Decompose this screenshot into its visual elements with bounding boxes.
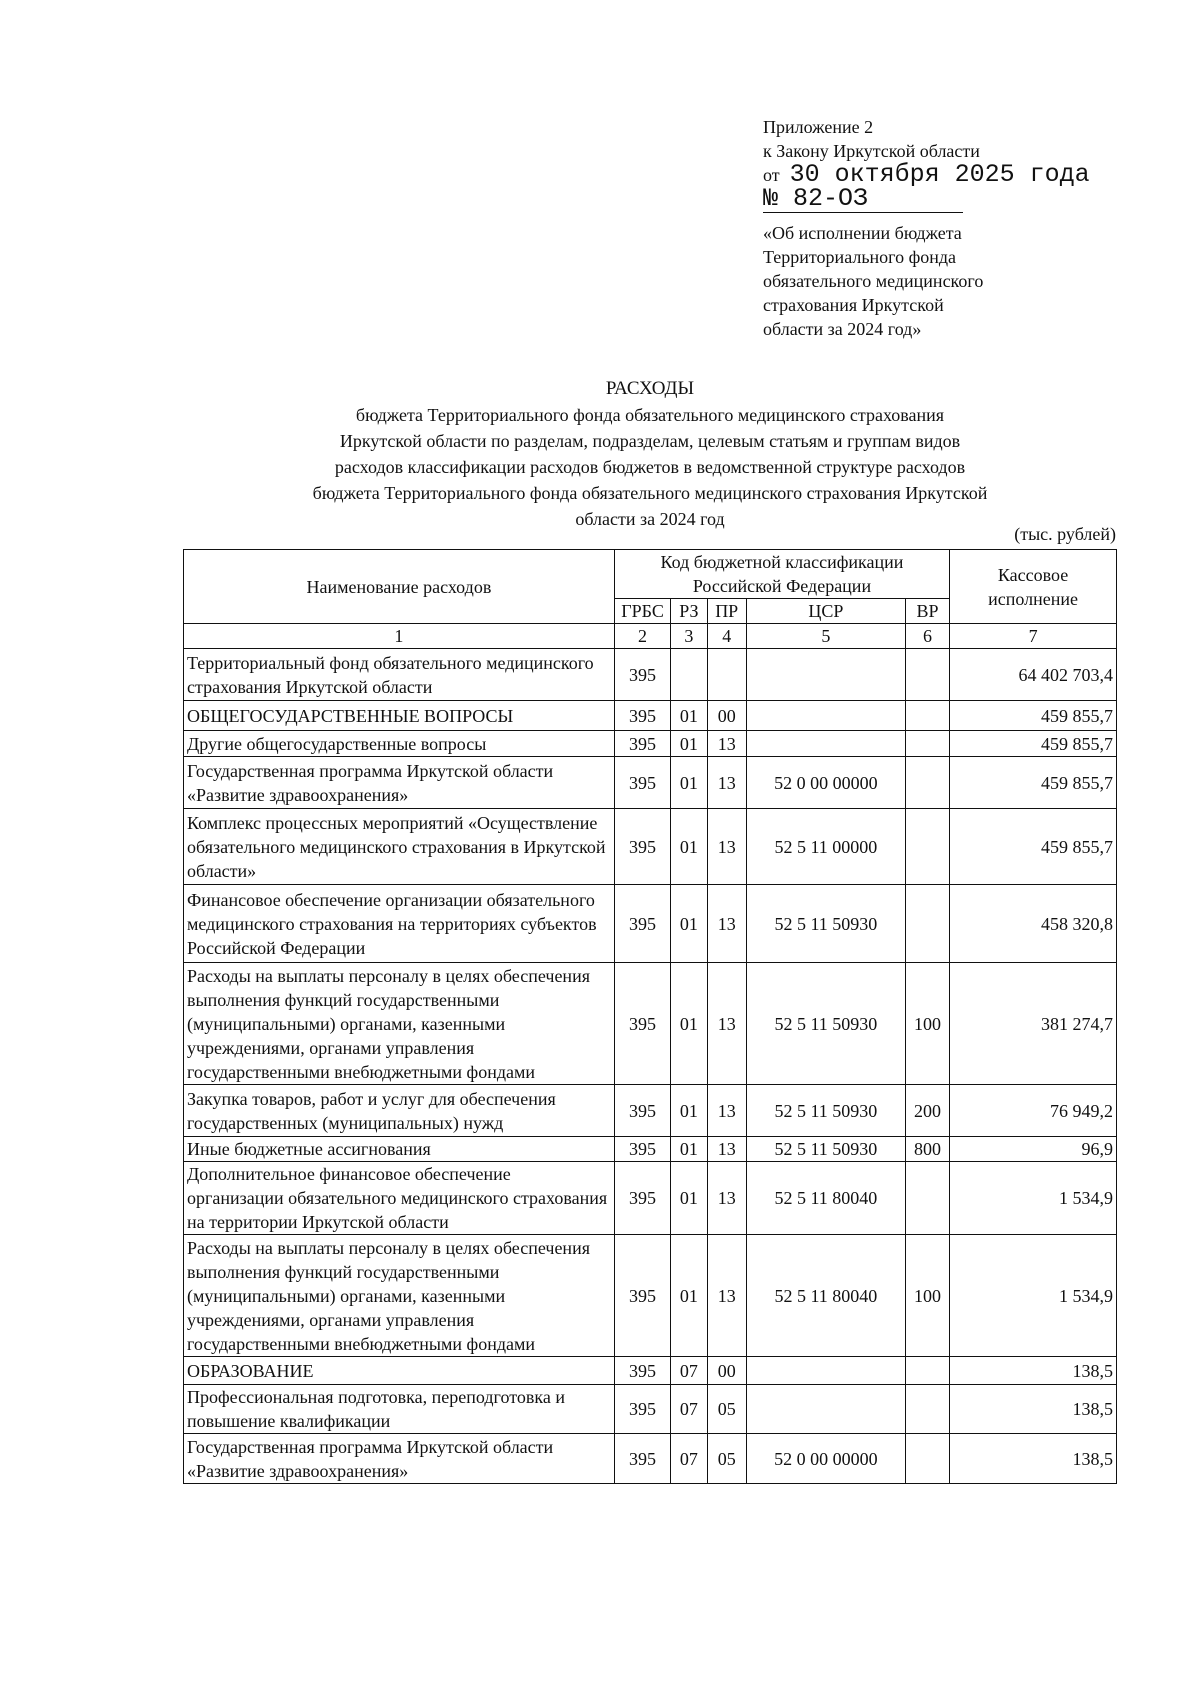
row-amount: 138,5 <box>950 1385 1117 1434</box>
row-grbs: 395 <box>614 1434 670 1484</box>
table-row <box>184 963 1117 1085</box>
column-number: 6 <box>905 624 949 649</box>
row-amount: 76 949,2 <box>950 1085 1117 1137</box>
appendix-date-prefix: от <box>763 165 780 185</box>
table-row <box>184 649 1117 701</box>
row-vr <box>905 1357 949 1385</box>
row-rz: 01 <box>671 1085 707 1137</box>
appendix-number: № 82-ОЗ <box>763 187 963 213</box>
appendix-date-value: 30 октября 2025 года <box>789 160 1090 189</box>
header-name: Наименование расходов <box>184 550 615 624</box>
column-number: 5 <box>746 624 905 649</box>
row-csr <box>746 1357 905 1385</box>
header-csr: ЦСР <box>746 599 905 624</box>
appendix-block <box>763 115 1103 341</box>
document-title: РАСХОДЫ <box>605 378 695 399</box>
row-vr: 800 <box>905 1137 949 1162</box>
row-amount: 1 534,9 <box>950 1235 1117 1357</box>
table-row <box>184 1385 1117 1434</box>
row-rz: 01 <box>671 1162 707 1235</box>
row-grbs: 395 <box>614 701 670 731</box>
document-heading <box>250 376 1050 532</box>
row-rz: 01 <box>671 731 707 757</box>
row-pr: 13 <box>707 1235 746 1357</box>
row-name: Государственная программа Иркутской области «Развитие здравоохранения» <box>184 1434 615 1484</box>
row-pr: 13 <box>707 731 746 757</box>
law-title-line: области за 2024 год» <box>763 319 922 339</box>
heading-line: Иркутской области по разделам, подразделам, целевым статьям и группам видов <box>339 431 961 451</box>
row-pr: 13 <box>707 809 746 885</box>
row-csr: 52 5 11 00000 <box>746 809 905 885</box>
row-amount: 1 534,9 <box>950 1162 1117 1235</box>
column-number: 7 <box>950 624 1117 649</box>
row-vr <box>905 731 949 757</box>
row-amount: 459 855,7 <box>950 701 1117 731</box>
row-rz: 01 <box>671 885 707 963</box>
row-amount: 458 320,8 <box>950 885 1117 963</box>
column-number: 2 <box>614 624 670 649</box>
row-rz: 07 <box>671 1385 707 1434</box>
row-amount: 459 855,7 <box>950 757 1117 809</box>
row-amount: 381 274,7 <box>950 963 1117 1085</box>
column-numbers-row <box>184 624 1117 649</box>
row-pr: 13 <box>707 1085 746 1137</box>
row-pr: 13 <box>707 757 746 809</box>
row-amount: 138,5 <box>950 1357 1117 1385</box>
row-vr <box>905 1162 949 1235</box>
column-number: 3 <box>671 624 707 649</box>
row-name: Иные бюджетные ассигнования <box>184 1137 615 1162</box>
row-grbs: 395 <box>614 809 670 885</box>
table-row <box>184 885 1117 963</box>
row-rz <box>671 649 707 701</box>
row-name: Расходы на выплаты персоналу в целях обеспечения выполнения функций государственными (муниципальными) органами, казенными учреждениями, органами управления государственными внебюджетными фондами <box>184 963 615 1085</box>
row-vr: 100 <box>905 963 949 1085</box>
row-name: Другие общегосударственные вопросы <box>184 731 615 757</box>
row-name: Территориальный фонд обязательного медицинского страхования Иркутской области <box>184 649 615 701</box>
row-name: Расходы на выплаты персоналу в целях обеспечения выполнения функций государственными (муниципальными) органами, казенными учреждениями, органами управления государственными внебюджетными фондами <box>184 1235 615 1357</box>
row-csr: 52 5 11 50930 <box>746 1085 905 1137</box>
row-name: Комплекс процессных мероприятий «Осуществление обязательного медицинского страхования в Иркутской области» <box>184 809 615 885</box>
row-pr <box>707 649 746 701</box>
row-name: ОБЩЕГОСУДАРСТВЕННЫЕ ВОПРОСЫ <box>184 701 615 731</box>
law-title-line: Территориального фонда <box>763 247 957 267</box>
column-number: 4 <box>707 624 746 649</box>
header-grbs: ГРБС <box>614 599 670 624</box>
row-amount: 459 855,7 <box>950 731 1117 757</box>
row-grbs: 395 <box>614 1357 670 1385</box>
row-csr <box>746 701 905 731</box>
row-vr: 200 <box>905 1085 949 1137</box>
row-pr: 05 <box>707 1385 746 1434</box>
row-csr <box>746 649 905 701</box>
row-vr <box>905 809 949 885</box>
row-grbs: 395 <box>614 757 670 809</box>
row-pr: 13 <box>707 963 746 1085</box>
row-csr: 52 0 00 00000 <box>746 757 905 809</box>
appendix-law-ref: к Закону Иркутской области <box>763 141 980 161</box>
row-pr: 00 <box>707 701 746 731</box>
expenses-table <box>183 549 1117 1484</box>
header-vr: ВР <box>905 599 949 624</box>
table-row <box>184 1085 1117 1137</box>
table-row <box>184 809 1117 885</box>
row-pr: 13 <box>707 1137 746 1162</box>
row-pr: 13 <box>707 885 746 963</box>
table-row <box>184 1434 1117 1484</box>
row-rz: 01 <box>671 1235 707 1357</box>
row-grbs: 395 <box>614 1162 670 1235</box>
row-grbs: 395 <box>614 731 670 757</box>
row-csr: 52 5 11 50930 <box>746 1137 905 1162</box>
table-row <box>184 1137 1117 1162</box>
row-name: Закупка товаров, работ и услуг для обеспечения государственных (муниципальных) нужд <box>184 1085 615 1137</box>
header-amount: Кассовое исполнение <box>950 550 1117 624</box>
row-grbs: 395 <box>614 885 670 963</box>
row-vr <box>905 649 949 701</box>
heading-line: расходов классификации расходов бюджетов в ведомственной структуре расходов <box>334 457 966 477</box>
row-vr <box>905 1434 949 1484</box>
row-csr: 52 5 11 50930 <box>746 963 905 1085</box>
table-row <box>184 1235 1117 1357</box>
row-rz: 01 <box>671 1137 707 1162</box>
row-amount: 64 402 703,4 <box>950 649 1117 701</box>
row-rz: 01 <box>671 757 707 809</box>
row-csr: 52 5 11 80040 <box>746 1235 905 1357</box>
row-csr: 52 5 11 80040 <box>746 1162 905 1235</box>
row-vr: 100 <box>905 1235 949 1357</box>
law-title-line: «Об исполнении бюджета <box>763 223 962 243</box>
row-grbs: 395 <box>614 1235 670 1357</box>
table-row <box>184 1357 1117 1385</box>
row-name: Профессиональная подготовка, переподготовка и повышение квалификации <box>184 1385 615 1434</box>
row-name: Государственная программа Иркутской области «Развитие здравоохранения» <box>184 757 615 809</box>
table-row <box>184 701 1117 731</box>
row-rz: 01 <box>671 963 707 1085</box>
row-rz: 01 <box>671 809 707 885</box>
law-title-line: обязательного медицинского <box>763 271 984 291</box>
row-amount: 459 855,7 <box>950 809 1117 885</box>
row-csr <box>746 731 905 757</box>
row-pr: 13 <box>707 1162 746 1235</box>
units-label: (тыс. рублей) <box>1014 524 1116 544</box>
appendix-label: Приложение 2 <box>763 117 874 137</box>
row-grbs: 395 <box>614 963 670 1085</box>
column-number: 1 <box>184 624 615 649</box>
row-rz: 07 <box>671 1357 707 1385</box>
row-name: Финансовое обеспечение организации обязательного медицинского страхования на территориях субъектов Российской Федерации <box>184 885 615 963</box>
row-grbs: 395 <box>614 1137 670 1162</box>
header-pr: ПР <box>707 599 746 624</box>
row-amount: 138,5 <box>950 1434 1117 1484</box>
row-csr <box>746 1385 905 1434</box>
row-pr: 05 <box>707 1434 746 1484</box>
appendix-law-title <box>763 221 1103 341</box>
heading-line: бюджета Территориального фонда обязательного медицинского страхования <box>355 405 945 425</box>
row-rz: 07 <box>671 1434 707 1484</box>
table-row <box>184 731 1117 757</box>
row-vr <box>905 701 949 731</box>
table-row <box>184 757 1117 809</box>
row-csr: 52 0 00 00000 <box>746 1434 905 1484</box>
row-rz: 01 <box>671 701 707 731</box>
row-name: ОБРАЗОВАНИЕ <box>184 1357 615 1385</box>
header-rz: РЗ <box>671 599 707 624</box>
heading-line: бюджета Территориального фонда обязательного медицинского страхования Иркутской <box>312 483 988 503</box>
row-csr: 52 5 11 50930 <box>746 885 905 963</box>
header-code-group: Код бюджетной классификации Российской Федерации <box>614 550 949 599</box>
row-name: Дополнительное финансовое обеспечение организации обязательного медицинского страхования на территории Иркутской области <box>184 1162 615 1235</box>
law-title-line: страхования Иркутской <box>763 295 944 315</box>
row-pr: 00 <box>707 1357 746 1385</box>
row-vr <box>905 885 949 963</box>
heading-line: области за 2024 год <box>575 509 725 529</box>
table-row <box>184 1162 1117 1235</box>
row-vr <box>905 757 949 809</box>
row-grbs: 395 <box>614 649 670 701</box>
row-grbs: 395 <box>614 1385 670 1434</box>
row-amount: 96,9 <box>950 1137 1117 1162</box>
row-grbs: 395 <box>614 1085 670 1137</box>
row-vr <box>905 1385 949 1434</box>
